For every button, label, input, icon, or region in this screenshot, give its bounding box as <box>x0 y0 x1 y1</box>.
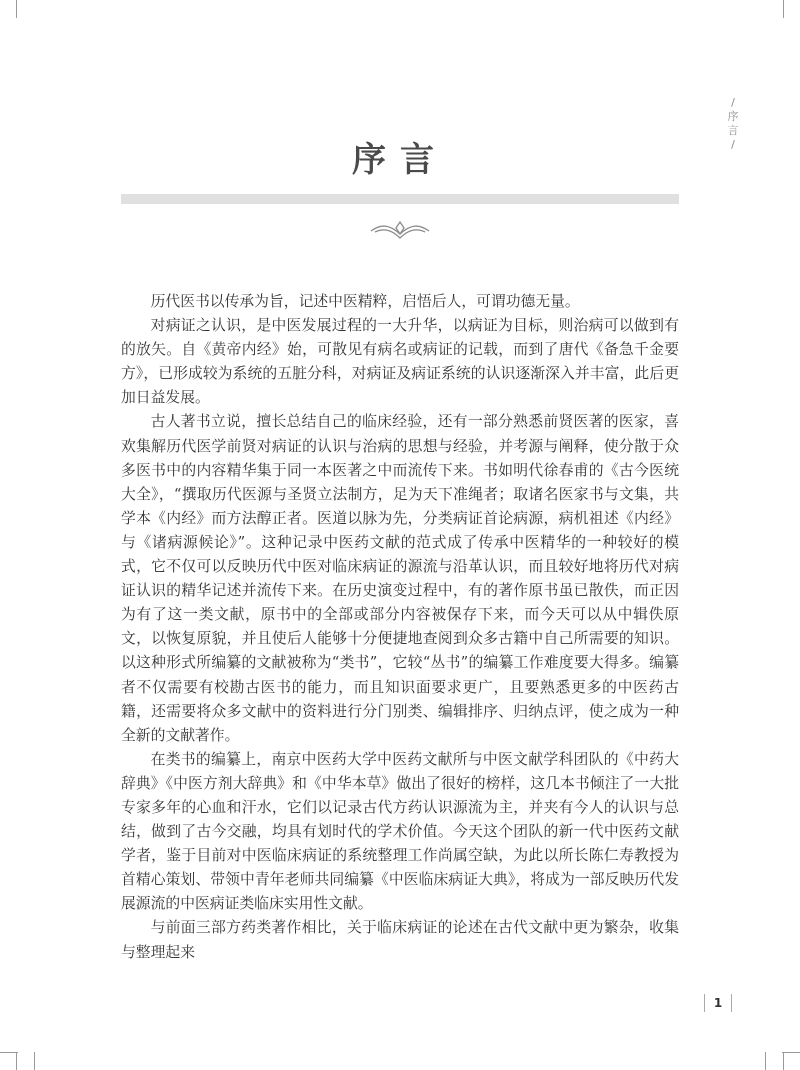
paragraph-2: 对病证之认识，是中医发展过程的一大升华，以病证为目标，则治病可以做到有的放矢。自《黄帝内经》始，可散见有病名或病证的记载，而到了唐代《备急千金要方》，已形成较为系统的五脏分科，对病证及病证系统的认识逐渐深入并丰富，此后更加日益发展。 <box>121 317 679 407</box>
crop-mark-bottom-right-v2 <box>765 1052 766 1070</box>
crop-mark-top-right-v <box>783 0 784 18</box>
crop-mark-bottom-left-h <box>0 1052 18 1053</box>
crop-mark-top-left-v <box>16 0 17 18</box>
paragraph-5: 与前面三部方药类著作相比，关于临床病证的论述在古代文献中更为繁杂，收集与整理起来 <box>121 919 679 961</box>
running-head-slash-bottom: / <box>731 138 735 151</box>
page-number-bar-left <box>704 994 705 1012</box>
crop-mark-bottom-right-h <box>782 1052 800 1053</box>
paragraph-3: 古人著书立说，擅长总结自己的临床经验，还有一部分熟悉前贤医著的医家，喜欢集解历代医学前贤对病证的认识与治病的思想与经验，并考源与阐释，使分散于众多医书中的内容精华集于同一本医著之中而流传下来。书如明代徐春甫的《古今医统大全》，“撰取历代医源与圣贤立法制方，足为天下准绳者；取诸名医家书与文集，共学本《内经》而方法醇正者。医道以脉为先，分类病证首论病源，病机祖述《内经》与《诸病源候论》”。这种记录中医药文献的范式成了传承中医精华的一种较好的模式，它不仅可以反映历代中医对临床病证的源流与沿革认识，而且较好地将历代对病证认识的精华记述并流传下来。在历史演变过程中，有的著作原书虽已散佚，而正因为有了这一类文献，原书中的全部或部分内容被保存下来，而今天可以从中辑佚原文，以恢复原貌，并且使后人能够十分便捷地查阅到众多古籍中自己所需要的知识。以这种形式所编纂的文献被称为“类书”，它较“丛书”的编纂工作难度要大得多。编纂者不仅需要有校勘古医书的能力，而且知识面要求更广，且要熟悉更多的中医药古籍，还需要将众多文献中的资料进行分门别类、编辑排序、归纳点评，使之成为一种全新的文献著作。 <box>121 413 679 744</box>
crop-mark-bottom-right-v <box>783 1052 784 1070</box>
crop-mark-bottom-left-v <box>16 1052 17 1070</box>
paragraph-1: 历代医书以传承为旨，记述中医精粹，启悟后人，可谓功德无量。 <box>150 293 580 310</box>
preface-body <box>121 290 679 965</box>
ornament-icon <box>369 218 431 244</box>
paragraph-4: 在类书的编纂上，南京中医药大学中医药文献所与中医文献学科团队的《中药大辞典》《中医方剂大辞典》和《中华本草》做出了很好的榜样，这几本书倾注了一大批专家多年的心血和汗水，它们以记录古代方药认识源流为主，并夹有今人的认识与总结，做到了古今交融，均具有划时代的学术价值。今天这个团队的新一代中医药文献学者，鉴于目前对中医临床病证的系统整理工作尚属空缺，为此以所长陈仁寿教授为首精心策划、带领中青年老师共同编纂《中医临床病证大典》，将成为一部反映历代发展源流的中医病证类临床实用性文献。 <box>121 750 679 913</box>
page-number: 1 <box>713 996 723 1010</box>
title-band <box>121 194 679 204</box>
running-head-char-2: 言 <box>727 124 739 137</box>
crop-mark-bottom-left-v2 <box>34 1052 35 1070</box>
page-number-bar-right <box>731 994 732 1012</box>
running-head-slash-top: / <box>731 96 735 109</box>
page-title: 序言 <box>352 140 448 180</box>
running-head-char-1: 序 <box>727 110 739 123</box>
